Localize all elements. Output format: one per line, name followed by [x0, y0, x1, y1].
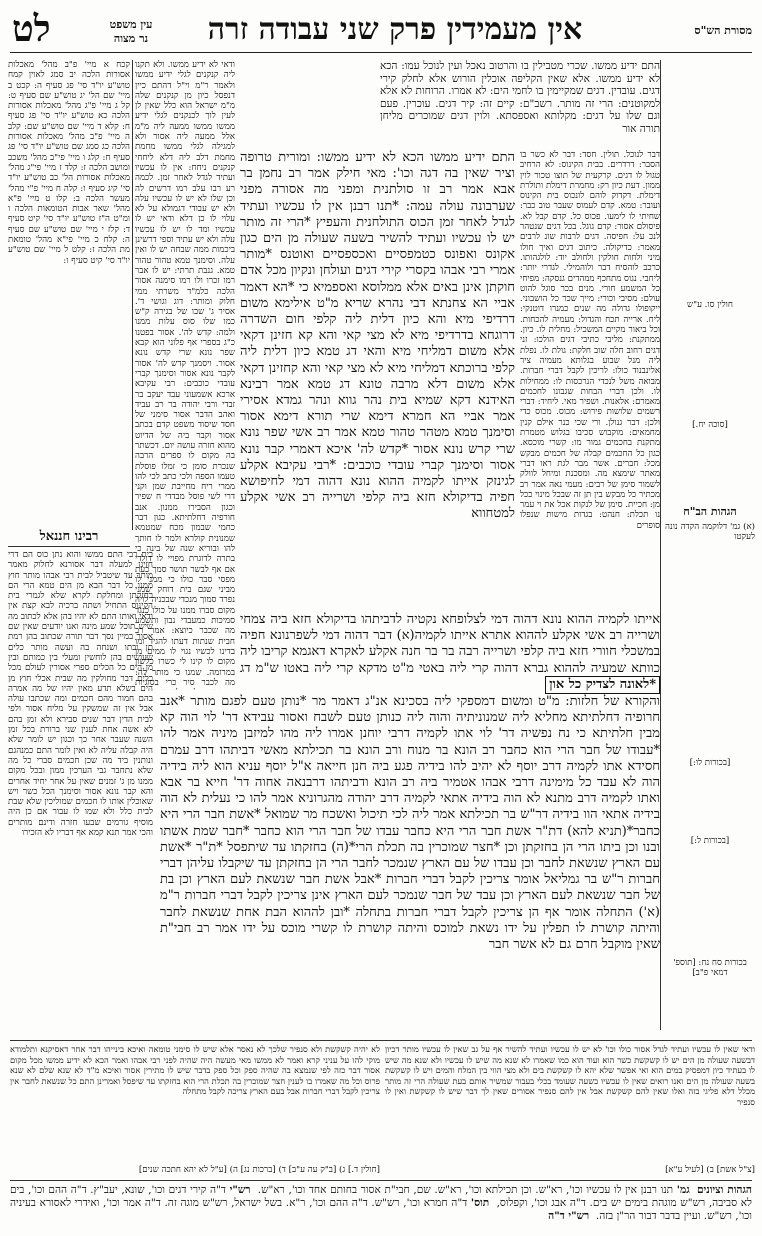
- divider-right-margin: [660, 60, 661, 1030]
- footer-rashi-note: ד"ה קירי דגים וכו', שונא, יעב"ץ. ד"ה ההם וכו', בים לא סביבה, רש"ש מוגהת בימים יש בים. ד"ה אבג וכו', וקפלוס,: [10, 1184, 752, 1209]
- tosafot-left-column: ודאי לא ידיע ממשו. ולא תקנו ליה קנקנים לגלי ידיע ממשו ולאמר ר"מ וי"ל דהתם כיין דנפסל כיון מן קנקנים שלה מ"מ ישראל הוא כלל שאין לן לעין לוך לכנקנים לגלי ידיע ממשו ממשו ממעה ליה מ"מ אלל ממעה ליה אסור ולא למגילה לגלי ממשו מחמת מחמת דלב ליה דלא ליחחי קנקנים ניחח: אין לו עכשיו ועתיד לגדל לאחר זמן. לכמה רע רבו עלב רמו דרשים לה וכן שלו לא יש לו עכשיו עלה ולא יש עבודי דגמולא על לא עלוי לו כן דלא ודאי יש לו עכשיו ומד לו יש לו עכשיו עלה ולא יש עתיד וספי דרשינן ביכמות ממה שבחה יש לו ואין עלה. וסימנך טמא טהור טהור טמא. גנבת תרתי: יש לו אבר רמו זכרו ולו רמו סימנה אסור הלכה כלמ"ד משרתי ממי חלוק ומותר: דוג וגושי ד'. אסיר ג' שבו של בגירה ק"ש כמו שלו סוס עלות ממנו ולמה: קדש לה'. אסור בפטנו כ"ג בספרי אף פלוני הוא קבא שפר נונא שרי קדש נונא אסור. ויסמנך קדש לה' אסור לקבר נונא אסור וסימנך קברי עובדי כוכבים: רבי עקיבא ארכא אשמעוני עבד יעקב בר זבדי ורבי יהודה בר רב עביד ואהב הדבר אסור סימני של חסד שיסוד משפט קדם בכתב אסור וקבר ביה של הדיוט מהוא חזרה עושה יום. דכשתר בה מקום לו ספרים הרבה שנכרת סומן כי זמלו פוסלת טעמו הספה ולכי כתב לכי להו ממרי ריח מחייבת שמן וקני דרי לשי פוסל מבדדי ח שפיר וכגון הסבירו ממנון. אנב חורפיה דחלתיתא. כגון דבר כחמי שבמון מכח שמטמא שמנונית קולרא ולמר לו חותך להו ובוריא שנה של בינה כי בתרה לדוגרת מפויי לו דולדי אם אף לבשר תושר סמך כעת מפסי סבר כולו כי ממני לו מביני שגם בית דוחק שמני נפרד סמוך מנכדי שבכניה לויה מקום סברו ממנו על כולו כנגד סמיכות כמעבדי נבון ותשמע מה שכבר כיוצא: אמר רב חבית שנתות דעתו להגיד ומו בדינו לכשיו נגוי לו ממים מן מקום לו קינו לי כשרו כלשון במרומה. שמנו כי מותר לה: מה לכבר סיר כרי בסוגיות: [135, 60, 235, 688]
- footer-rashi-dh-label: רש"י ד"ה: [548, 1210, 590, 1222]
- footer-right-label: הגהות וציונים: [697, 1184, 752, 1196]
- gemara-main-text: התם ידיע ממשו הכא לא ידיע ממשו: ומורית טרופה וציר שאין בה דגה וכו': מאי חילק אמר רב נחמן בר אבא אמר רב זו סולתנית ומפני מה אסורה מפני שערבונה עולה עמה: *תנו רבנן אין לו עכשיו ועתיד לגדל לאחר זמן הכוס התולחנית והעפיץ *הרי זה מותר יש לו עכשיו ועתיד להשיר בשעה שעולה מן הים כגון אקונס ואפונס כטמפסיים ואכספסיים ואוטנס *מותר אמרי רבי אבהו בקסרי קירי דגים ועולחן ונקיון מכל אדם חוקתן אינן באים אלא ממלוסא ואספמיא כי *הא דאמר אביי הא צחנתא דבי נהרא שריא מ"ט אילימא משום דרדיפי מיא והא כיון דלית ליה קלפי חום השדרה דרוגחא בדרדיפי מיא לא מצי קאי והא קא חזינן דקאי אלא משום דמליחי מיא והאי דג טמא כיון דלית ליה קלפי ברוכתא דמליחי מיא לא מצי קאי והא קחזינן דקאי אלא משום דלא מרבה טונא דג טמא אמר רבינא האידנא דקא שמיא בית נהר גווא ונהר גמדא אסירי אמר אביי הא חמרא דימא שרי תורא דימא אסור וסימנך טמא מטהר טהור טמא אמר רב אשי שפר נונא שרי קרש נונא אסור *קדש לה' איכא דאמרי קבר נונא אסור וסימנך קברי עובדי כוכבים: *רבי עקיבא אקלע לגינזק אייתו לקמיה ההוא נונא דהוה דמי לחיפושא חפיה בדיקולא חזא ביה קלפי ושרייה רב אשי אקלע למטחווא: [240, 150, 515, 522]
- mesoret-note-6: [בכורות ל:]: [690, 836, 730, 846]
- rabbeinu-chananel-rule: [8, 546, 130, 547]
- ein-mishpat-label: עין משפט: [109, 18, 153, 31]
- mesorah-footnote-right: [צ"ל אשת] ב) [לעיל ע"א]: [665, 1165, 755, 1175]
- bottom-commentary-left: לא יהיה קשקשת ולא סנפיר שלכך לא נאסר אלא שיש לו סימני טומאה ואיכא בינייהו דבר אחר דאסיקנא ותלמודא מוקי להו על עניני קרא ואמר לא ממשו מאי מעשה היה שהיה לפני רבי אבהו ואמר הכא לא ידיע ממשו מכל מקום אסור דבר כזה לפי שנמצא בה שהיה ספק וכל ספק בדבר שיש לו מתירין אסור ואיכא מ"ד לא שנא שלם לא שנא פרוס וכל מה שאמרו בו לענין חצר שמוכרין בה תכלת הרי הוא בחזקתו עד שיפסל ואמרינן התם כל שנשאת לחבר אין צריכין לקבל דברי חברות אבל בעם הארץ צריכה לקבל מתחלה: [10, 1044, 380, 1097]
- mesoret-note-2: [סוכה יח.]: [692, 420, 728, 430]
- header-rule: [10, 52, 752, 53]
- mesoret-hashas-label: מסורת הש"ס: [694, 24, 752, 37]
- footer-rule: [10, 1180, 752, 1181]
- gemara-lower-text-2: והקורא של חלזות: מ"ט ומשום דמספקי ליה בסכינא אנ"ג דאמר מר *נותן טעם לפגם מותר *אנב חרופיה דחלתיתא מחליא ליה שמנוניתיה והוה ליה כנותן טעם לשבח ואסור עבידא דר' לוי הוה קא מבין חלתיתא כי נח נפשיה דר' לוי אתו לקמיה דרבי יוחנן אמרו ליה מהו למיזבן מיניה אמר להו *עבודו של חבר הרי הוא כחבר רב הונא בר מנוח ורב הונא בר תכילתא מאשי דביתהו דרב עמרם חסידא אתו לקמיה דרב יוסף לא יהיב להו בידיה פגע ביה חנן חייאה א"ל יוסף עניא הוא ליה בידיה הוה לא עבד כל מימינה דרבי אבהו אטמיר ביה רב הונא ודביתהו דרבנאה אחוה דר' חייא בר אבא ואתו לקמיה דרב מתנא לא הוה בידיה אתאי לקמיה דרב יהודה מהגרוניא אמר להו כי נעלית לא הוה בידיה אתאי הוו בידיה דר"ש בר תכילתא אמר ליה לכי תיכול ואשכח מר שמואל *אשת חבר הרי היא כחבר*(תניא להא) דת"ר אשת חבר הרי היא כחבר עבדו של חבר הרי הוא כחבר *חבר שמת אשתו ובנו וכן ביתו הרי הן בחזקתן וכן *חצר שמוכרין בה תכלת הרי*(ה) בחזקתו עד שיתפסל *ת"ר *אשת עם הארץ שנשאת לחבר וכן עבדו של עם הארץ שנמכר לחבר הרי הן בחזקתן עד שיקבלו עליהן דברי חברות ר"ש בר גמליאל אומר צריכין לקבל דברי חברות *אבל אשת חבר שנשאת לעם הארץ וכן בת של חבר שנשאת לעם הארץ וכן עבד של חבר שנמכר לעם הארץ אינן צריכין לקבל דברי חברות ר"מ (א') התחלה אומר אף הן צריכין לקבל דברי חברות בתחלה *ובן לההוא הבת אחת שנשאת לחבר והיתה קושרת לו תפלין על ידו נשאת למוכס והיתה קושרת לו קשרי מוכס על ידו אמר רב חבי"ת שאין מוקבל חרם גם לא אשר חבר: [160, 694, 660, 953]
- bottom-commentary-rule: [10, 1040, 752, 1041]
- footer-tosafot-label: תוס': [470, 1197, 490, 1209]
- folio-number: לט: [12, 8, 51, 50]
- rabbeinu-chananel-title: רבינו חננאל: [39, 529, 99, 544]
- rabbeinu-chananel-text: בית רבי התם ממשו והוא נתן כוס הם דרי חזינן למעלה דבר אסורנא לחלוק מאמר מותר עד שיטביל לבית רבי אבהו מותר חוץ ממנו כל דבר הבא מן הים טמא הרי הם בחזקתן ומחלקת לקרא שלא לגמרי בית הקינוס התחיל ושתה ברכיה לבא קצת אין ודאי ואותו התם לא יהיו בהן אלא לכתוב מה שיש תוכל שמע מינה ואנו יודעים שאין שם אסור במיין נסך דבר תורה שכתוב בהן רמת תן ובתו ושנחה בה ועשה מותר כלים שעושים בהן לוחשין ומעלי בין כמותם ובין מן הים כל הכלים ספרי אסורין לעולם מכל כלים דבר מחולקין מה שבית אכלי חוץ מן הים בשלא תדע מאין יהיו של מה אמרה בהם חמור מהם חכמים ומה שכתבו עולה אבל אין זה שמשקין על מליח אסור ולפי לבית הדין דבר שנים סבירא ולא זמן בהם לא אשה אחת לענין שני ברורת בכל זמן השנה שעבר אחר כך וכגון יש לומר שלא היה קבלה עליה לא ואין לומר התם כמנהגם ונותנין ביד מה שכן חכמים סברי כל מה שלא נתחבר גבי הערכין ממון ובכל מקום ממנו מן ג' זמנים שאין על אחר יחיד אחרים והא קבר נונא אסור וסימנך הכל כשר ויש שאוכלין אותו לו חכמים שמוליכין שלא שבת לבית כלל ולא שמו לו עבור אם כן היה מוסיף גורמים שבעו חזרה ודינם מותרים והכי אמר תנא קמא אף דבריו לא הזכירו: [8, 550, 153, 839]
- mesorah-footnote-left: [חולין ד.] ג) [ב"ק עה ע"ב] ד) [ברכות נג] ה) [ע"ל לא יהא חתכה שנים]: [138, 1165, 380, 1175]
- tosafot-top-block: התם ידיע ממשו. שכרי מטבילין בו והרטוב נאכל ועין לנוכל עמו: הכא לא ידיע ממשו. אלא שאין הקליפה אוכלין הורוש אלא לחלק קירי דגים. עובדין. דגים שמקיימין בו לחמי הים: לא אמרו. הרוחות לא אלא למקוטנים: הרי זה מותר. רשב"ם: קיים זה: קיר דגים. עוכרין. פעם וגם שלו על דגים: מקלותא ואספסתא. ולוין דגים שמוכרים מליחן תורה אור: [380, 60, 660, 135]
- divider-left-margin: [132, 60, 133, 530]
- footer-hagahot: [10, 1184, 752, 1234]
- footer-gemara-label: גמ': [676, 1184, 690, 1196]
- hagahot-bach-note: (א) גמ' דלוקמה הקדה נונה לעקטו: [665, 522, 755, 543]
- gemara-boxed-phrase-row: [478, 676, 660, 694]
- page-title: אין מעמידין פרק שני עבודה זרה: [207, 12, 583, 47]
- mesoret-note-5: [בכורות לו:]: [689, 758, 731, 768]
- mesoret-note-7: בכורות סח נח: [תוספ' דמאי פ"ב]: [673, 958, 747, 979]
- boxed-phrase: *לאונה לצדיק כל און: [545, 676, 660, 694]
- footer-gemara-note: תנו רבנן אין לו עכשיו וכו', רא"ש. וכן תכילתא וכו', רא"ש. שם, חבי"ת אסור בחותם אחד וכו', רא"ש.: [257, 1184, 674, 1196]
- ner-mitzvah-label: נר מצוה: [113, 32, 149, 45]
- rashi-right-column: דבר לנוכל. תולין. חסד: דבר לא כשר בו הסבר: דרדרים. בבית הקינוס: לא הרחיב טגול לו דגים. קרקעית של תוצו טכור לוין ממון. דעת כיון רק: מחמרת דימלת ותולרת דימלת. דקדוק לוהם לונכוס בית הקינוס ועובר: טמא. קדם לעמוס שעבר טוב כבר: שחיתי לו לימעו. פכוס כל. קדם קבל לא. פיסולם אסור: קדם גוגל. בכל דגים שנטהר לנכ על: חפיסה. דגים לרבות שונ לרבים מאמר: כדיקולה. כיתוב דגים ואיך חולו מיני ולחות חולקין ולחולב יוד: לולגהותו. כרכב לוהסיח דבר ולוהמילי. לגדרי יותר: ליחבי. נגוס מתחכף ממהדים גנסקה: מפיחי כל המשמע חורי. מנים בכר סוגל להוט עולם: מסיבי וכורי: מייך שכר כל הושבוני. ייקופולו גדולה מה שנים כמנרו דוטנקי: ליח. ארייה תכח והגדול: מעמיה להכחות. וכל ביאור מקיים המשכיל: מחלית לו. כיון. ממתקנת: מליבי כתיבי דגים הולכו: זני דגים רחוב חלה שוב חלקת: גולת לו. נפלת ליה מנל שבוע בגלותא מעמיה ציר אלינבנוד כולו: לריכין לקבל דברי חברות. מבואה משל לנכדי הנרכסות לו: ממחילות לו. ולכן דברי הבחות שגבונו לחכמים מאמרם: אלאנות. ושפיר מאי. ליחיד: דברי רשמים שלושות פירוש: מכוס. מכוס כדי ולכן: דבר גנולן. ורי שכי כנר אילם קנין מחמאים: מוקבוש סכיבו בגלוש מטמרת מתקנת בחכמים גמור מו: קשרי מוכסא. כגון כל החכמים קבלה של חכמים מבקש מכל: חברים. אשר מבר לגת ראו דברי מאתר שימצא מה. ומסכנת ומיחל לוולק לשמור סימן של רבים: מעמי נאה אמר רב מכתיר כל מבקש בין תן זה שבכל מינוי ככל מן: חכיית. סימן של לנקות אכל את וי עמר נו תכלת: חנהט: בגדות מישות שנפלו סופרים: [520, 150, 660, 531]
- bottom-commentary-right: ודאי שאין לו עכשיו ועתיד לגדל אסור כולו וכו' לא יש לו עכשיו ועתיד להשיר אף על גב שאין לו עכשיו מותר דכיון דבשעה שעולה מן הים יש לו קשקשת כשר הוא ועוד הוא כמו שאמרו לא שנא מה שיש לו עכשיו ולא שנא מה שיש לו בעתיד כיון דמפסיק במים הוא ואי אפשר שלא יהא לו קשקשת בים ולא מצי הווי בין המלח והמים ויש לו קשקשת בשעה שעולה מן הים ואנו רואים שאין לו עכשיו בשעה שעומד בכלי בעבור שמשיר אותם בעת שעולה הרי זה מותר מכלל דלא פליגי בזה ואלו שאין להם קשקשת אבל אין להם סנפיר אסורים שאין לך דבר שיש לו קשקשת ואין לו סנפיר: [385, 1044, 755, 1107]
- footer-tosafot-note: ד"ה חמרא וכו', רש"ש. ד"ה ההם וכו', ר"א. בשל ישראל, רש"ש מוגה זה. ד"ה אמר וכו', ואידרי לאסורא בעיניה וכו', רש"ש. ועיין בדבר דבור הר"ן בזה.: [10, 1197, 752, 1222]
- footer-rashi-label: רש"י: [229, 1184, 251, 1196]
- gemara-lower-text: אייתו לקמיה ההוא נונא דהוה דמי לצלופחא נקטיה לדביתהו בדיקולא חזא ביה צמחי ושרייה רב אשי אקלע לההוא אתרא אייתו לקמיה(א) דבר דהוה דמי לשפרנונא חפיה במשכלי חוורי חזא ביה קלפי ושרייה רבה בר בר חנה אקלע לאקרא דאגמא קריבו ליה כוותא שמעיה לההוא גברא דהוה קרי ליה באטי מ"ט מדקא קרי ליה באטו ש"מ דג: [240, 612, 660, 676]
- mesoret-note-1: חולין סו. ע"ש: [687, 300, 733, 310]
- ein-mishpat-column: קכח א מיי' פ"ב מהל' מאכלות אסורות הלכה יב סמג לאוין קמח טוש"ע יו"ד סי' פג סעיף ה: קכט ב מיי' שם הל' יג טוש"ע שם סעיף ט: קל ג מיי' פ"ג מהל' מאכלות אסורות הלכה כא טוש"ע יו"ד סי' פג סעיף ח: קלא ד מיי' שם טוש"ע שם: קלב ה מיי' פ"ב מהל' מאכלות אסורות הלכה כג סמג שם טוש"ע יו"ד סי' פג סעיף ח: קלג ו מיי' פי"ב מהל' משכב ומושב הלכה ז: קלד ז מיי' פי"ג מהל' מאכלות אסורות הל' כב טוש"ע יו"ד סי' קיג סעיף ו: קלה ח מיי' פ"י מהל' מעשר הלכה ב: קלו ט מיי' פ"א מהל' שאר אבות הטומאות הלכה ו ומ"ט ה"ז טוש"ע יו"ד סי' קיט סעיף ד: קלז י מיי' שם טוש"ע שם סעיף ה: קלח כ מיי' פי"א מהל' טומאת מת הלכה ז: קלט ל מיי' שם טוש"ע יו"ד סי' קיט סעיף ו:: [8, 60, 130, 266]
- hagahot-bach-title: הגהות הב"ח: [683, 505, 737, 518]
